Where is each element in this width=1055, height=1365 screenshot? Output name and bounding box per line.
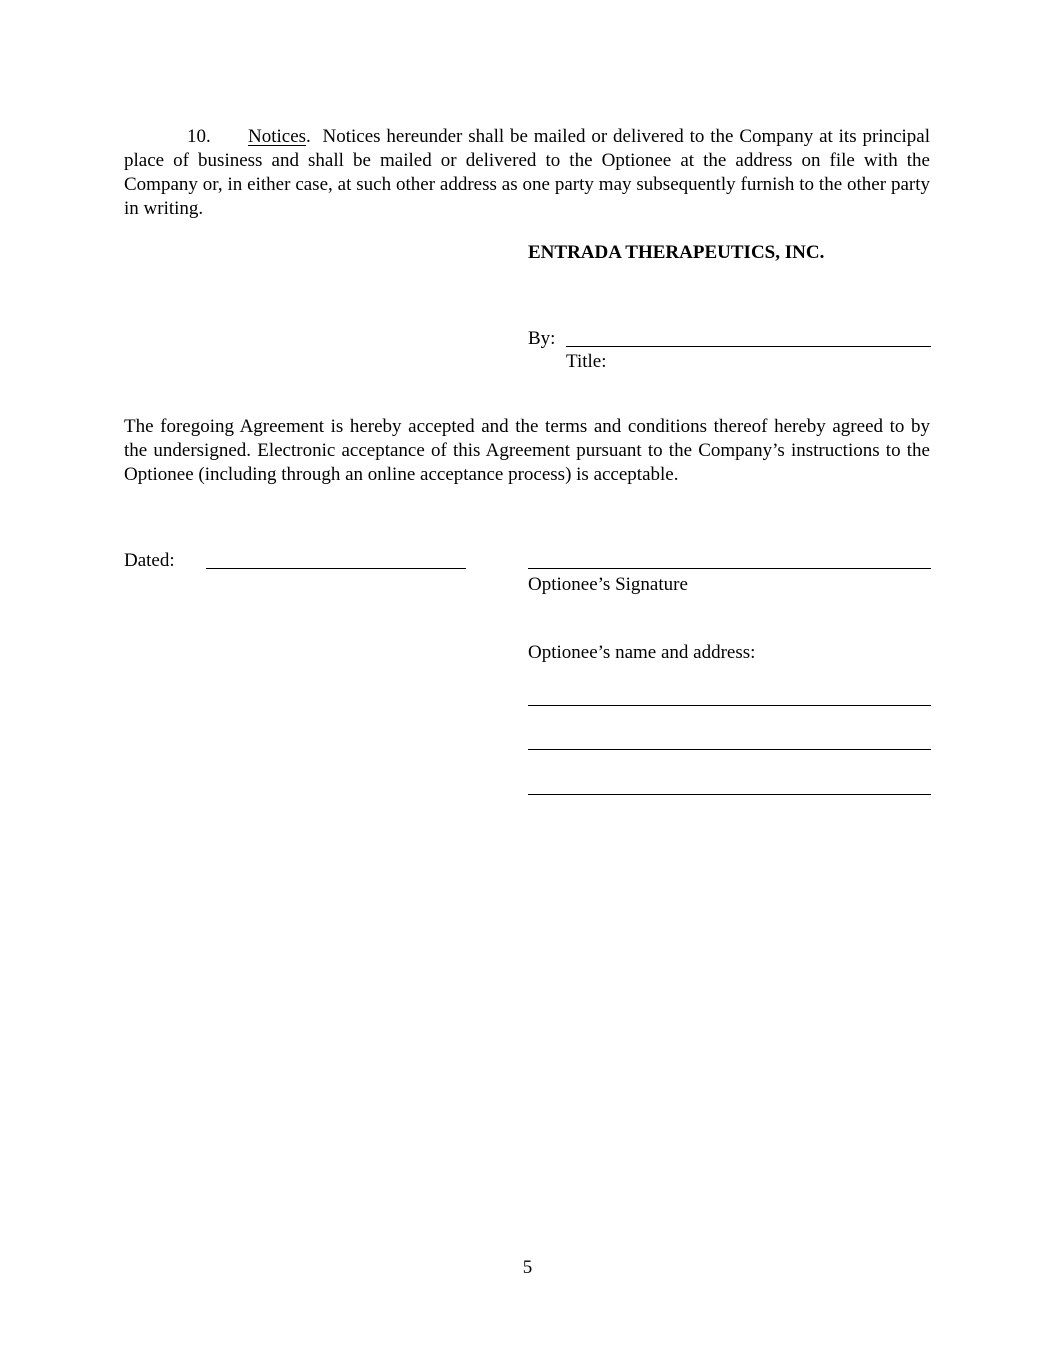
page-number: 5 xyxy=(522,1257,533,1278)
notices-heading: Notices xyxy=(248,126,307,147)
optionee-name-address-label: Optionee’s name and address: xyxy=(528,642,756,663)
dated-line[interactable] xyxy=(206,568,466,569)
by-label: By: xyxy=(528,328,556,349)
address-line-2[interactable] xyxy=(528,749,931,750)
address-line-1[interactable] xyxy=(528,705,931,706)
company-name: ENTRADA THERAPEUTICS, INC. xyxy=(528,242,825,263)
dated-label: Dated: xyxy=(124,550,175,571)
title-label: Title: xyxy=(566,351,607,372)
address-line-3[interactable] xyxy=(528,794,931,795)
optionee-signature-line[interactable] xyxy=(528,568,931,569)
acceptance-paragraph: The foregoing Agreement is hereby accepted and the terms and conditions thereof hereby agreed to by the undersigned. Electronic acceptance of this Agreement pursuant to the Company’s instructions to the Optionee (including through an online acceptance process) is acceptable. xyxy=(124,416,930,485)
by-signature-line[interactable] xyxy=(566,346,931,347)
notices-body: Notices hereunder shall be mailed or delivered to the Company at its principal place of business and shall be mailed or delivered to the Optionee at the address on file with the Company or, in either case, at such other address as one party may subsequently furnish to the other party in writing. xyxy=(124,126,931,219)
notices-heading-period: . xyxy=(306,126,311,147)
optionee-signature-label: Optionee’s Signature xyxy=(528,574,688,595)
section-number: 10. xyxy=(187,126,211,147)
notices-paragraph xyxy=(124,125,930,221)
